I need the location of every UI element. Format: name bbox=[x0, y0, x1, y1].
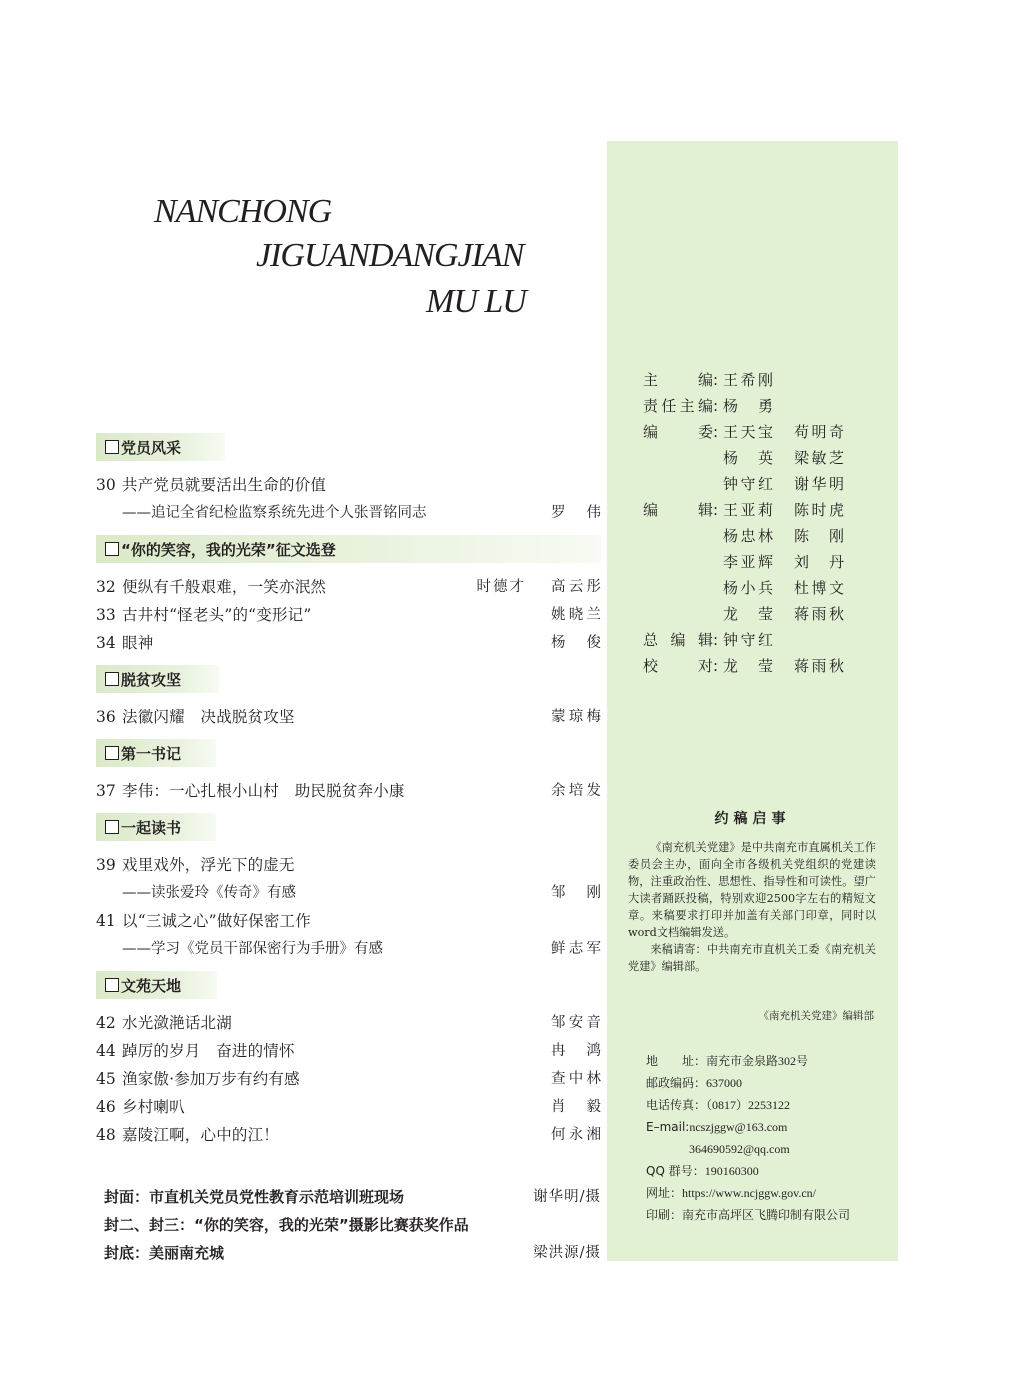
entry-title: 嘉陵江啊，心中的江！ bbox=[122, 1126, 280, 1144]
entry-title: 渔家傲·参加万步有约有感 bbox=[122, 1070, 300, 1088]
masthead-line-2: JIGUANDANGJIAN bbox=[256, 237, 524, 274]
staff-row: 总编辑 : 钟守红 bbox=[643, 627, 883, 653]
entry-author: 罗伟 bbox=[551, 505, 601, 521]
staff-name: 刘丹 bbox=[794, 553, 844, 571]
staff-row bbox=[643, 575, 883, 601]
staff-name: 杨英 bbox=[723, 449, 773, 467]
toc-entry[interactable] bbox=[96, 1065, 601, 1093]
entry-page: 37 bbox=[96, 782, 116, 800]
cover-credit-photographer: 梁洪源/摄 bbox=[533, 1245, 601, 1261]
cover-credit-line bbox=[104, 1183, 601, 1211]
section-header bbox=[96, 433, 601, 461]
entry-subtitle: ——读张爱玲《传奇》有感 bbox=[122, 885, 296, 901]
section-label: “你的笑容，我的光荣”征文选登 bbox=[121, 540, 336, 559]
checkbox-square-icon bbox=[105, 820, 119, 834]
entry-page: 34 bbox=[96, 634, 116, 652]
entry-title: 乡村喇叭 bbox=[122, 1098, 185, 1116]
entry-title: 共产党员就要活出生命的价值 bbox=[122, 476, 327, 494]
entry-author: 姚晓兰 bbox=[551, 607, 601, 623]
contact-row bbox=[646, 1050, 886, 1072]
toc-entry[interactable] bbox=[96, 777, 601, 805]
email-link[interactable]: 364690592@qq.com bbox=[689, 1142, 790, 1156]
toc-entry-subtitle bbox=[96, 879, 601, 907]
contact-row bbox=[646, 1204, 886, 1226]
staff-row bbox=[643, 523, 883, 549]
section-label: 党员风采 bbox=[121, 438, 182, 457]
toc-entry[interactable] bbox=[96, 601, 601, 629]
entry-page: 42 bbox=[96, 1014, 116, 1032]
toc-entry[interactable] bbox=[96, 1093, 601, 1121]
entry-title: 戏里戏外，浮光下的虚无 bbox=[122, 856, 295, 874]
section-label: 第一书记 bbox=[121, 744, 182, 763]
staff-name: 龙莹 bbox=[723, 605, 773, 623]
entry-author: 查中林 bbox=[551, 1071, 601, 1087]
toc-entry[interactable] bbox=[96, 629, 601, 657]
entry-page: 36 bbox=[96, 708, 116, 726]
contact-value: 637000 bbox=[706, 1076, 743, 1090]
toc-entry[interactable] bbox=[96, 1009, 601, 1037]
toc-entry[interactable] bbox=[96, 851, 601, 879]
staff-name: 王天宝 bbox=[723, 423, 773, 441]
entry-author: 邹安音 bbox=[551, 1015, 601, 1031]
staff-name: 蒋雨秋 bbox=[794, 605, 844, 623]
checkbox-square-icon bbox=[105, 672, 119, 686]
entry-page: 46 bbox=[96, 1098, 116, 1116]
contact-info bbox=[646, 1050, 886, 1226]
cover-credits bbox=[104, 1183, 601, 1267]
staff-name: 苟明奇 bbox=[794, 423, 844, 441]
masthead-line-3: MU LU bbox=[426, 283, 526, 320]
entry-title: 古井村“怪老头”的“变形记” bbox=[122, 606, 312, 624]
toc-entry[interactable] bbox=[96, 703, 601, 731]
contact-row bbox=[646, 1116, 886, 1138]
cover-credit-line bbox=[104, 1211, 601, 1239]
staff-row: 编委 : 王天宝 苟明奇 bbox=[643, 419, 883, 445]
staff-row bbox=[643, 471, 883, 497]
staff-name: 陈刚 bbox=[794, 527, 844, 545]
toc-entry-subtitle bbox=[96, 935, 601, 963]
notice-body bbox=[628, 839, 876, 975]
section-header bbox=[96, 535, 601, 563]
contact-value: （0817）2253122 bbox=[706, 1098, 791, 1112]
entry-title: 水光潋滟话北湖 bbox=[122, 1014, 232, 1032]
notice-paragraph: 《南充机关党建》是中共南充市直属机关工作委员会主办，面向全市各级机关党组织的党建读物，注重政治性、思想性、指导性和可读性。望广大读者踊跃投稿，特别欢迎2500字左右的精短文章。来稿要求打印并加盖有关部门印章，同时以word文档编辑发送。 bbox=[628, 841, 876, 939]
entry-author: 余培发 bbox=[551, 783, 601, 799]
contact-key: QQ 群号： bbox=[646, 1164, 705, 1178]
contact-row bbox=[646, 1160, 886, 1182]
section-header bbox=[96, 971, 601, 999]
cover-credit-text: 封面：市直机关党员党性教育示范培训班现场 bbox=[104, 1188, 405, 1206]
staff-row: 校对 : 龙莹 蒋雨秋 bbox=[643, 653, 883, 679]
staff-name: 王希刚 bbox=[723, 371, 773, 389]
staff-name: 梁敏芝 bbox=[794, 449, 844, 467]
section-header bbox=[96, 813, 601, 841]
staff-name: 钟守红 bbox=[723, 475, 773, 493]
contact-key: 地 址： bbox=[646, 1054, 707, 1068]
checkbox-square-icon bbox=[105, 978, 119, 992]
contact-key: 印刷： bbox=[646, 1208, 683, 1222]
staff-name: 谢华明 bbox=[794, 475, 844, 493]
toc-entry-subtitle bbox=[96, 499, 601, 527]
contact-key: 电话传真： bbox=[646, 1098, 707, 1112]
entry-author: 鲜志军 bbox=[551, 941, 601, 957]
notice-title: 约稿启事 bbox=[714, 811, 791, 827]
cover-credit-text: 封底：美丽南充城 bbox=[104, 1244, 225, 1262]
contact-value: 190160300 bbox=[704, 1164, 759, 1178]
entry-author: 何永湘 bbox=[551, 1127, 601, 1143]
entry-coauthor: 时德才 bbox=[476, 579, 526, 595]
staff-name: 杨小兵 bbox=[723, 579, 773, 597]
masthead-line-1: NANCHONG bbox=[154, 193, 332, 230]
cover-credit-text: 封二、封三：“你的笑容，我的光荣”摄影比赛获奖作品 bbox=[104, 1216, 469, 1234]
toc-entry[interactable] bbox=[96, 471, 601, 499]
checkbox-square-icon bbox=[105, 440, 119, 454]
staff-name: 杨忠林 bbox=[723, 527, 773, 545]
entry-subtitle: ——学习《党员干部保密行为手册》有感 bbox=[122, 941, 383, 957]
entry-page: 44 bbox=[96, 1042, 116, 1060]
section-label: 脱贫攻坚 bbox=[121, 670, 182, 689]
entry-title: 法徽闪耀 决战脱贫攻坚 bbox=[122, 708, 295, 726]
staff-row: 编辑 : 王亚莉 陈时虎 bbox=[643, 497, 883, 523]
entry-page: 41 bbox=[96, 912, 116, 930]
staff-name: 陈时虎 bbox=[794, 501, 844, 519]
entry-page: 48 bbox=[96, 1126, 116, 1144]
entry-author: 冉鸿 bbox=[551, 1043, 601, 1059]
contact-row bbox=[646, 1182, 886, 1204]
contact-value: 南充市高坪区飞腾印制有限公司 bbox=[682, 1208, 851, 1222]
staff-role: 责任主编 bbox=[643, 397, 713, 415]
entry-title: 便纵有千般艰难，一笑亦泯然 bbox=[122, 578, 327, 596]
entry-title: 眼神 bbox=[122, 634, 154, 652]
section-header bbox=[96, 739, 601, 767]
staff-name: 李亚辉 bbox=[723, 553, 773, 571]
entry-page: 45 bbox=[96, 1070, 116, 1088]
staff-row: 主编 : 王希刚 bbox=[643, 367, 883, 393]
staff-name: 王亚莉 bbox=[723, 501, 773, 519]
toc-entry[interactable] bbox=[96, 907, 601, 935]
contact-key: E–mail: bbox=[646, 1120, 690, 1134]
section-header bbox=[96, 665, 601, 693]
entry-page: 39 bbox=[96, 856, 116, 874]
checkbox-square-icon bbox=[105, 542, 119, 556]
staff-role: 校对 bbox=[643, 657, 713, 675]
entry-title: 以“三诚之心”做好保密工作 bbox=[122, 912, 311, 930]
staff-name: 蒋雨秋 bbox=[794, 657, 844, 675]
notice-paragraph: 来稿请寄：中共南充市直机关工委《南充机关党建》编辑部。 bbox=[628, 943, 876, 973]
notice-signature: 《南充机关党建》编辑部 bbox=[758, 1010, 874, 1022]
entry-author: 杨俊 bbox=[551, 635, 601, 651]
entry-author: 高云彤 bbox=[551, 579, 601, 595]
staff-row bbox=[643, 445, 883, 471]
contact-row bbox=[646, 1072, 886, 1094]
masthead bbox=[0, 0, 600, 340]
staff-role: 编辑 bbox=[643, 501, 713, 519]
toc-entry[interactable] bbox=[96, 1037, 601, 1065]
entry-author: 邹刚 bbox=[551, 885, 601, 901]
entry-title: 李伟：一心扎根小山村 助民脱贫奔小康 bbox=[122, 782, 405, 800]
contact-row bbox=[646, 1094, 886, 1116]
entry-subtitle: ——追记全省纪检监察系统先进个人张晋铭同志 bbox=[122, 505, 427, 521]
staff-role: 总编辑 bbox=[643, 631, 713, 649]
staff-name: 龙莹 bbox=[723, 657, 773, 675]
staff-name: 杜博文 bbox=[794, 579, 844, 597]
contact-key: 网址： bbox=[646, 1186, 683, 1200]
entry-author: 肖毅 bbox=[551, 1099, 601, 1115]
section-label: 一起读书 bbox=[121, 818, 182, 837]
entry-page: 33 bbox=[96, 606, 116, 624]
staff-role: 主编 bbox=[643, 371, 713, 389]
staff-row bbox=[643, 549, 883, 575]
checkbox-square-icon bbox=[105, 746, 119, 760]
entry-page: 32 bbox=[96, 578, 116, 596]
staff-row: 责任主编 : 杨勇 bbox=[643, 393, 883, 419]
table-of-contents bbox=[96, 433, 601, 1149]
email-link[interactable]: ncszjggw@163.com bbox=[689, 1120, 788, 1134]
contact-key: 邮政编码： bbox=[646, 1076, 707, 1090]
toc-entry[interactable] bbox=[96, 573, 601, 601]
contact-row bbox=[646, 1138, 886, 1160]
contact-value: 南充市金泉路302号 bbox=[706, 1054, 809, 1068]
entry-title: 踔厉的岁月 奋进的情怀 bbox=[122, 1042, 295, 1060]
entry-page: 30 bbox=[96, 476, 116, 494]
website-link[interactable]: https://www.ncjggw.gov.cn/ bbox=[682, 1186, 817, 1200]
staff-role: 编委 bbox=[643, 423, 713, 441]
cover-credit-line bbox=[104, 1239, 601, 1267]
staff-name: 杨勇 bbox=[723, 397, 773, 415]
editorial-staff-list bbox=[643, 367, 883, 679]
staff-name: 钟守红 bbox=[723, 631, 773, 649]
entry-author: 蒙琼梅 bbox=[551, 709, 601, 725]
staff-row bbox=[643, 601, 883, 627]
cover-credit-photographer: 谢华明/摄 bbox=[533, 1189, 601, 1205]
toc-entry[interactable] bbox=[96, 1121, 601, 1149]
section-label: 文苑天地 bbox=[121, 976, 182, 995]
